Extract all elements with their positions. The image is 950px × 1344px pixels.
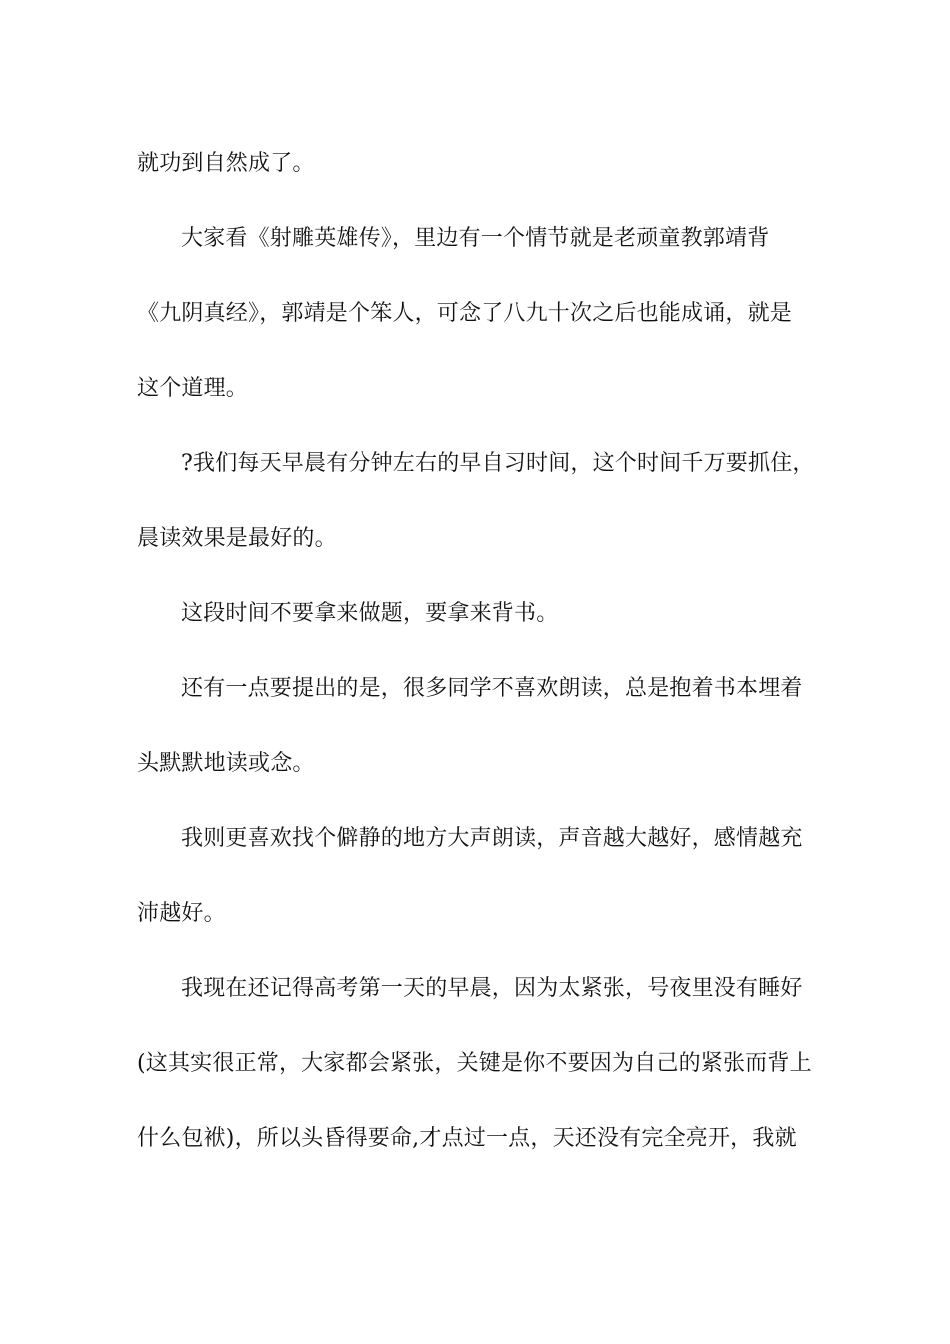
text-line-4: 这个道理。 xyxy=(137,376,249,401)
text-line-1: 就功到自然成了。 xyxy=(137,151,315,176)
text-line-5: ?我们每天早晨有分钟左右的早自习时间，这个时间千万要抓住， xyxy=(181,451,815,476)
text-line-10: 我则更喜欢找个僻静的地方大声朗读，声音越大越好，感情越充 xyxy=(181,826,803,851)
text-line-6: 晨读效果是最好的。 xyxy=(137,526,337,551)
text-line-13: (这其实很正常，大家都会紧张，关键是你不要因为自己的紧张而背上 xyxy=(137,1051,812,1076)
document-body xyxy=(137,145,817,1195)
text-line-14: 什么包袱)，所以头昏得要命,才点过一点，天还没有完全亮开，我就 xyxy=(137,1126,797,1151)
text-line-11: 沛越好。 xyxy=(137,901,226,926)
text-line-7: 这段时间不要拿来做题，要拿来背书。 xyxy=(181,601,559,626)
text-line-8: 还有一点要提出的是，很多同学不喜欢朗读，总是抱着书本埋着 xyxy=(181,676,803,701)
text-line-2: 大家看《射雕英雄传》，里边有一个情节就是老顽童教郭靖背 xyxy=(181,226,770,251)
text-line-12: 我现在还记得高考第一天的早晨，因为太紧张，号夜里没有睡好 xyxy=(181,976,803,1001)
text-line-9: 头默默地读或念。 xyxy=(137,751,315,776)
text-line-3: 《九阴真经》，郭靖是个笨人，可念了八九十次之后也能成诵，就是 xyxy=(137,301,793,326)
